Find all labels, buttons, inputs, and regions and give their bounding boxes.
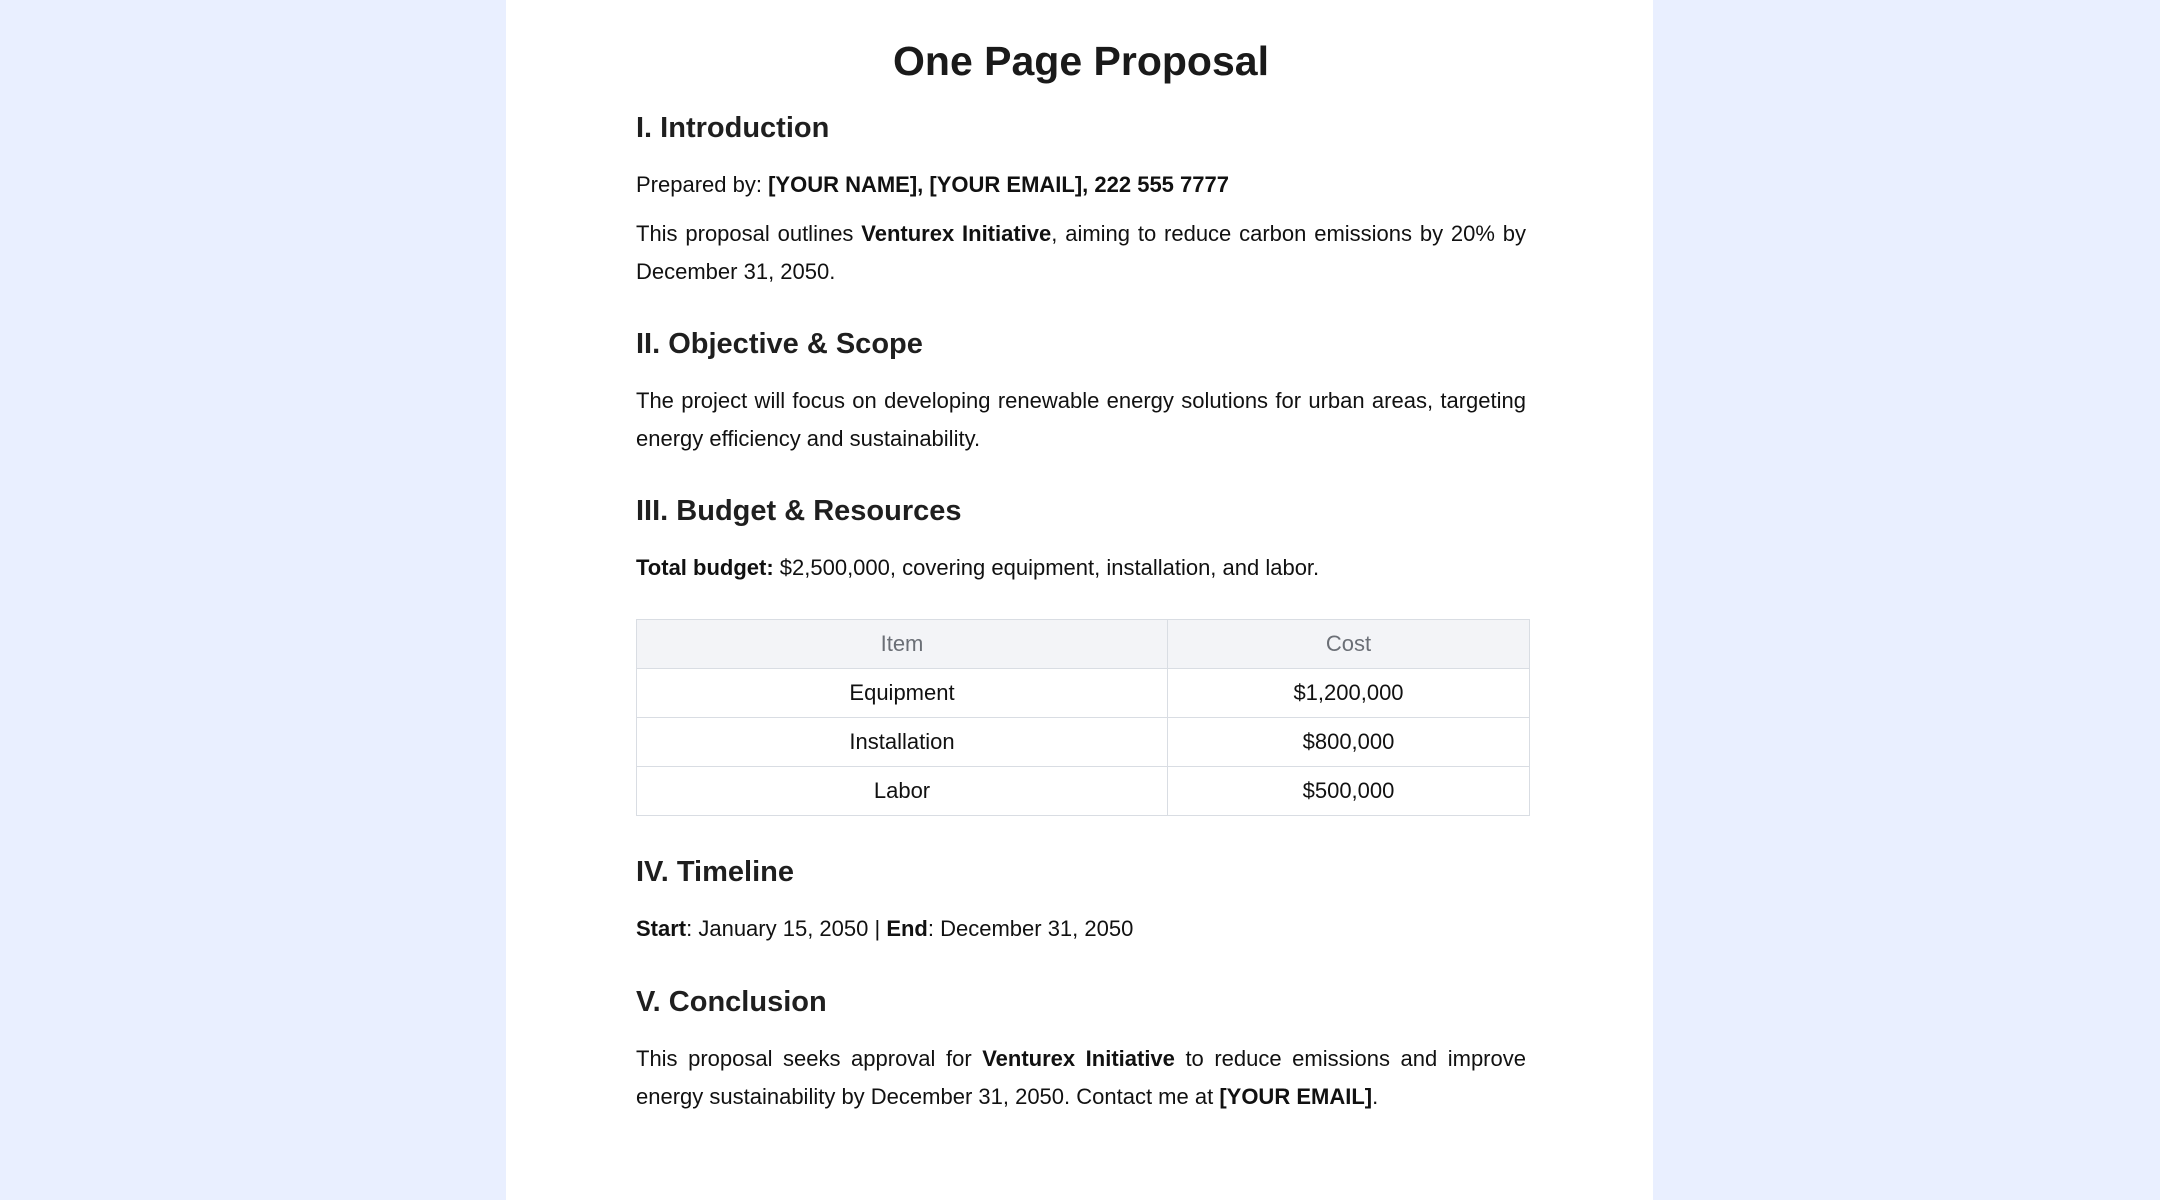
table-row	[637, 767, 1530, 816]
table-cell-cost: $800,000	[1168, 718, 1530, 767]
budget-table	[636, 619, 1530, 816]
prepared-by-value: [YOUR NAME], [YOUR EMAIL], 222 555 7777	[768, 172, 1229, 197]
section-heading-conclusion: V. Conclusion	[636, 986, 827, 1018]
table-cell-cost: $500,000	[1168, 767, 1530, 816]
section-heading-objective: II. Objective & Scope	[636, 328, 923, 360]
start-label: Start	[636, 916, 687, 941]
intro-text-start: This proposal outlines	[636, 221, 862, 246]
section-heading-introduction: I. Introduction	[636, 112, 830, 144]
conclusion-text-end: .	[1372, 1084, 1379, 1109]
total-budget-line	[636, 549, 1526, 587]
end-label: End	[886, 916, 928, 941]
contact-email: [YOUR EMAIL]	[1219, 1084, 1373, 1109]
start-value: : January 15, 2050 |	[686, 916, 887, 941]
intro-text-end: , aiming to reduce carbon emissions by 20% by December 31, 2050.	[636, 221, 1527, 284]
table-cell-item: Labor	[637, 767, 1168, 816]
table-header-item: Item	[637, 620, 1168, 669]
end-value: : December 31, 2050	[927, 916, 1134, 941]
timeline-line	[636, 910, 1526, 948]
table-cell-item: Equipment	[637, 669, 1168, 718]
conclusion-text-start: This proposal seeks approval for	[636, 1046, 983, 1071]
prepared-by-label: Prepared by:	[636, 172, 769, 197]
objective-paragraph: The project will focus on developing renewable energy solutions for urban areas, targeting energy efficiency and sustainability.	[636, 388, 1526, 451]
total-budget-label: Total budget:	[636, 555, 774, 580]
table-row	[637, 718, 1530, 767]
table-cell-cost: $1,200,000	[1168, 669, 1530, 718]
conclusion-paragraph	[636, 1040, 1526, 1116]
conclusion-text-middle: to reduce emissions and improve energy sustainability by December 31, 2050. Contact me at	[636, 1046, 1526, 1109]
section-heading-timeline: IV. Timeline	[636, 856, 794, 888]
document-page	[506, 0, 1653, 1200]
table-header-cost: Cost	[1168, 620, 1530, 669]
project-name: Venturex Initiative	[861, 221, 1052, 246]
table-cell-item: Installation	[637, 718, 1168, 767]
project-name: Venturex Initiative	[982, 1046, 1175, 1071]
prepared-by-line	[636, 166, 1526, 204]
document-title: One Page Proposal	[893, 38, 1269, 84]
total-budget-text: $2,500,000, covering equipment, installation, and labor.	[773, 555, 1320, 580]
introduction-paragraph	[636, 215, 1526, 291]
table-header-row	[637, 620, 1530, 669]
section-heading-budget: III. Budget & Resources	[636, 495, 962, 527]
table-row	[637, 669, 1530, 718]
